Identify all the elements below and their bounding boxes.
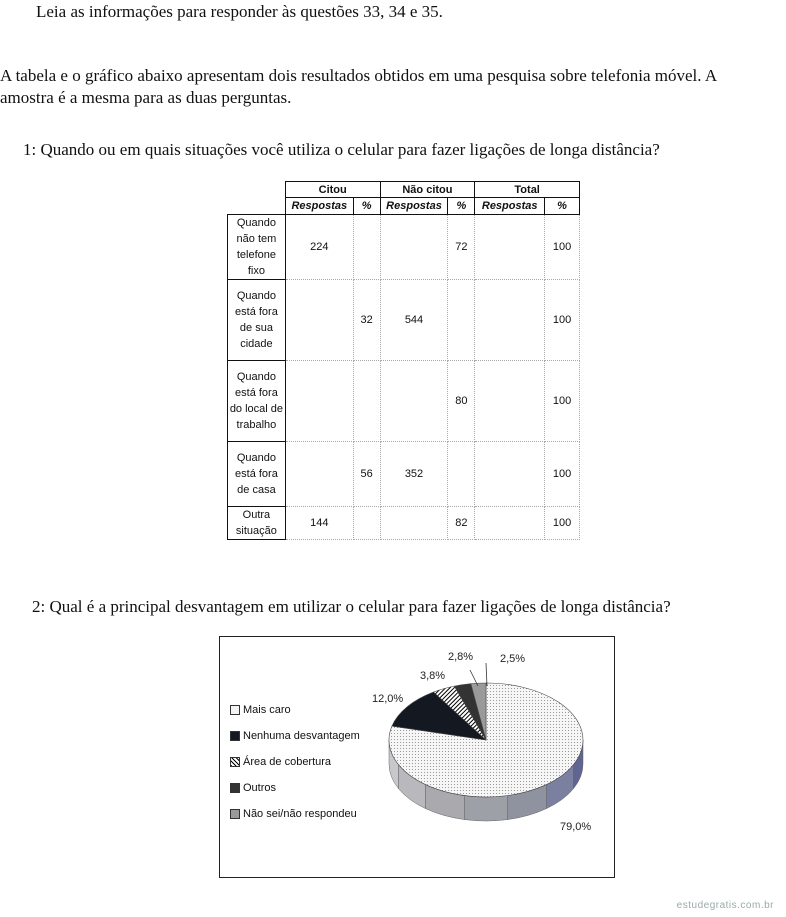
- table-cell: 100: [545, 507, 580, 540]
- table-subheader: Respostas: [285, 198, 353, 215]
- table-subheader: %: [353, 198, 380, 215]
- pie-data-label: 3,8%: [420, 670, 446, 682]
- table-group-header: Não citou: [380, 182, 475, 198]
- table-cell: 100: [545, 280, 580, 361]
- legend-label: Outros: [243, 782, 277, 794]
- intro-text: Leia as informações para responder às questões 33, 34 e 35.: [36, 2, 443, 21]
- pie-leader-line: [486, 663, 487, 686]
- table-cell: 100: [545, 442, 580, 507]
- table-cell: 32: [353, 280, 380, 361]
- paragraph-line-1: A tabela e o gráfico abaixo apresentam dois resultados obtidos em uma pesquisa sobre telefonia móvel. A: [0, 66, 718, 85]
- table-cell: 100: [545, 215, 580, 280]
- pie-data-label: 2,8%: [448, 651, 474, 663]
- pie-side-segment: [464, 796, 507, 821]
- table-subheader: Respostas: [475, 198, 545, 215]
- row-label: Quando está fora de sua cidade: [228, 280, 286, 361]
- table-subheader: Respostas: [380, 198, 448, 215]
- table-cell: 100: [545, 361, 580, 442]
- table-group-header: Total: [475, 182, 580, 198]
- row-label: Quando está fora de casa: [228, 442, 286, 507]
- table-cell: 144: [285, 507, 353, 540]
- table-group-header: Citou: [285, 182, 380, 198]
- legend-label: Nenhuma desvantagem: [243, 730, 360, 742]
- paragraph-line-2: amostra é a mesma para as duas perguntas.: [0, 88, 292, 107]
- row-label: Quando está fora do local de trabalho: [228, 361, 286, 442]
- row-label: Outra situação: [228, 507, 286, 540]
- table-subheader: %: [545, 198, 580, 215]
- table-subheader: %: [448, 198, 475, 215]
- legend-label: Área de cobertura: [243, 756, 332, 768]
- pie-data-label: 12,0%: [372, 693, 404, 705]
- table-cell: 224: [285, 215, 353, 280]
- legend-label: Não sei/não respondeu: [243, 808, 357, 820]
- question-1: 1: Quando ou em quais situações você utiliza o celular para fazer ligações de longa distância?: [23, 140, 660, 159]
- table-cell: 82: [448, 507, 475, 540]
- question-2: 2: Qual é a principal desvantagem em utilizar o celular para fazer ligações de longa distância?: [32, 597, 671, 616]
- row-label: Quando não tem telefone fixo: [228, 215, 286, 280]
- table-cell: 352: [380, 442, 448, 507]
- pie-data-label: 2,5%: [500, 653, 526, 665]
- pie-data-label: 79,0%: [560, 821, 592, 833]
- table-cell: 80: [448, 361, 475, 442]
- table-cell: 56: [353, 442, 380, 507]
- table-cell: 72: [448, 215, 475, 280]
- footer-watermark: estudegratis.com.br: [676, 900, 774, 911]
- legend-label: Mais caro: [243, 704, 291, 716]
- table-cell: 544: [380, 280, 448, 361]
